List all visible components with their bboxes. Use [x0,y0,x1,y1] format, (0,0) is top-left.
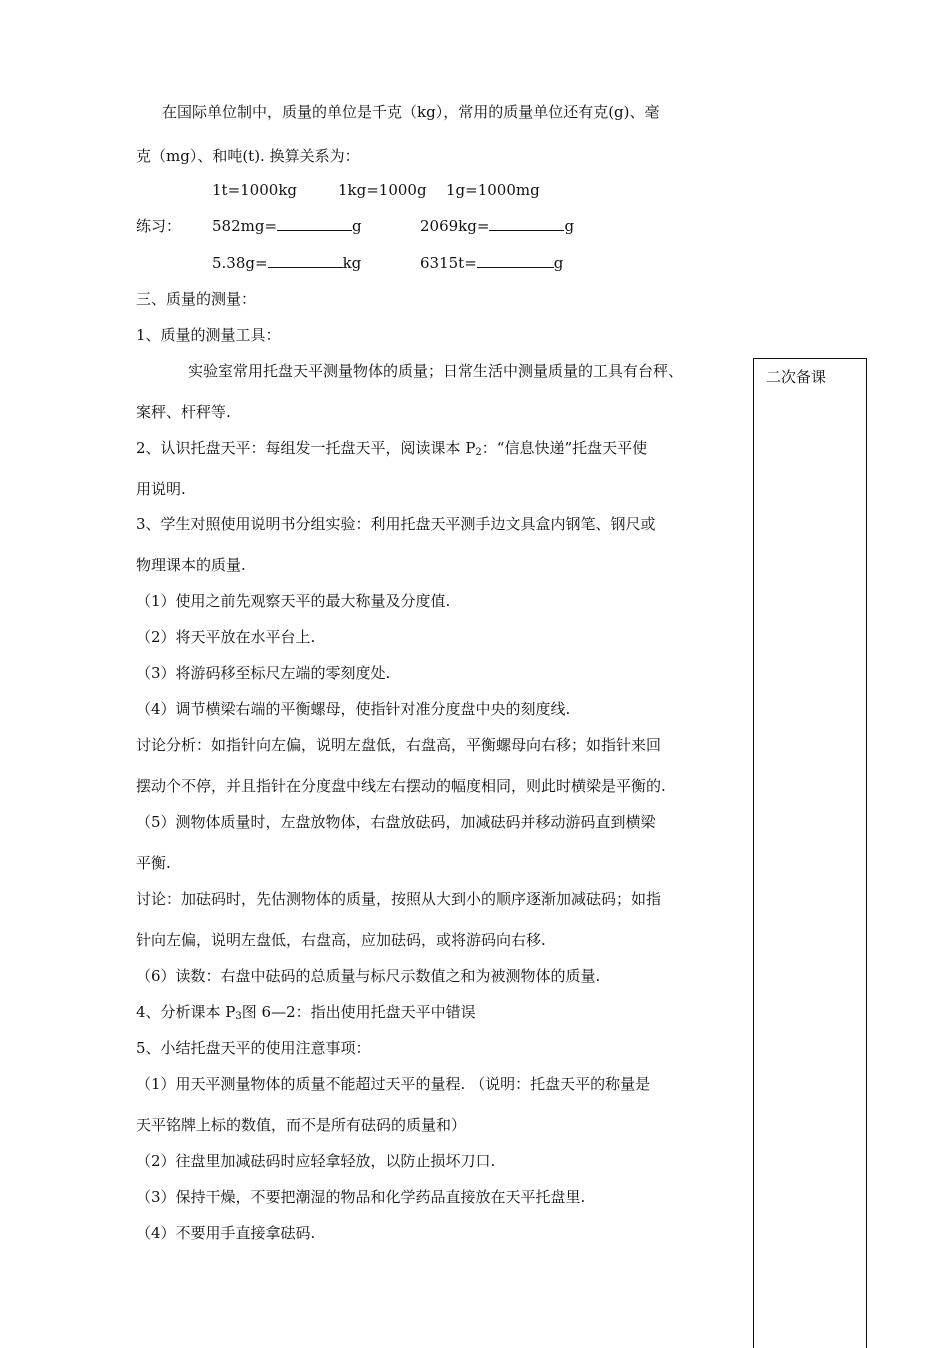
intro-line-2: 克（mg）、和吨(t). 换算关系为： [136,147,360,165]
step-3: （3）将游码移至标尺左端的零刻度处. [136,664,391,682]
practice-q3-unit: kg [342,254,362,272]
answer-blank-4[interactable] [477,253,554,268]
item-4 [136,1002,476,1027]
practice-q1-unit: g [352,217,362,235]
discussion-1-line-2: 摆动个不停，并且指针在分度盘中线左右摆动的幅度相同，则此时横梁是平衡的. [136,777,666,795]
item-1-body-line-1: 实验室常用托盘天平测量物体的质量；日常生活中测量质量的工具有台秤、 [188,362,684,380]
item-2-line-2: 用说明. [136,480,186,498]
note-2: （2）往盘里加减砝码时应轻拿轻放，以防止损坏刀口. [136,1152,496,1170]
note-1-line-2: 天平铭牌上标的数值，而不是所有砝码的质量和） [136,1116,467,1134]
item-4-page-subscript: 3 [235,1011,242,1022]
item-3-line-1: 3、学生对照使用说明书分组实验：利用托盘天平测手边文具盒内钢笔、钢尺或 [136,515,656,533]
section-heading: 三、质量的测量： [136,290,257,308]
item-2-text-b: ：“信息快递”托盘天平使 [481,439,648,457]
item-4-text-b: 图 6—2：指出使用托盘天平中错误 [241,1003,476,1021]
practice-question-3 [212,253,361,273]
practice-question-2 [420,216,574,236]
answer-blank-1[interactable] [277,216,352,231]
conversion-t-kg: 1t=1000kg [212,181,298,199]
item-2-line-1 [136,438,647,463]
practice-q2-prefix: 2069kg= [420,217,490,235]
note-1-line-1: （1）用天平测量物体的质量不能超过天平的量程. （说明：托盘天平的称量是 [136,1075,651,1093]
practice-q4-unit: g [553,254,564,272]
conversion-kg-g: 1kg=1000g [338,181,427,199]
practice-question-4 [420,253,563,273]
discussion-1-line-1: 讨论分析：如指针向左偏，说明左盘低，右盘高，平衡螺母向右移；如指针来回 [136,736,662,754]
answer-blank-2[interactable] [489,216,564,231]
intro-line-1: 在国际单位制中，质量的单位是千克（kg），常用的质量单位还有克(g)、毫 [162,103,660,121]
item-1-heading: 1、质量的测量工具： [136,326,281,344]
step-5-line-1: （5）测物体质量时，左盘放物体，右盘放砝码，加减砝码并移动游码直到横梁 [136,813,656,831]
item-4-text-a: 4、分析课本 P [136,1003,236,1021]
practice-question-1 [212,216,362,236]
practice-q1-prefix: 582mg= [212,217,278,235]
item-5-heading: 5、小结托盘天平的使用注意事项： [136,1039,371,1057]
item-3-line-2: 物理课本的质量. [136,556,246,574]
practice-q4-prefix: 6315t= [420,254,477,272]
discussion-2-line-1: 讨论：加砝码时，先估测物体的质量，按照从大到小的顺序逐渐加减砝码；如指 [136,890,662,908]
conversion-g-mg: 1g=1000mg [446,181,540,199]
item-2-text-a: 2、认识托盘天平：每组发一托盘天平，阅读课本 P [136,439,476,457]
practice-label: 练习： [136,217,182,235]
step-1: （1）使用之前先观察天平的最大称量及分度值. [136,592,451,610]
answer-blank-3[interactable] [268,253,343,268]
secondary-lesson-prep-label: 二次备课 [766,368,827,386]
step-4: （4）调节横梁右端的平衡螺母，使指针对准分度盘中央的刻度线. [136,700,571,718]
practice-q3-prefix: 5.38g= [212,254,268,272]
item-1-body-line-2: 案秤、杆秤等. [136,403,231,421]
item-2-page-subscript: 2 [475,447,482,458]
step-6: （6）读数：右盘中砝码的总质量与标尺示数值之和为被测物体的质量. [136,967,601,985]
note-3: （3）保持干燥，不要把潮湿的物品和化学药品直接放在天平托盘里. [136,1188,586,1206]
note-4: （4）不要用手直接拿砝码. [136,1224,316,1242]
discussion-2-line-2: 针向左偏，说明左盘低，右盘高，应加砝码，或将游码向右移. [136,931,546,949]
step-5-line-2: 平衡. [136,854,171,872]
secondary-lesson-prep-box [753,358,867,1348]
practice-q2-unit: g [564,217,575,235]
step-2: （2）将天平放在水平台上. [136,628,316,646]
